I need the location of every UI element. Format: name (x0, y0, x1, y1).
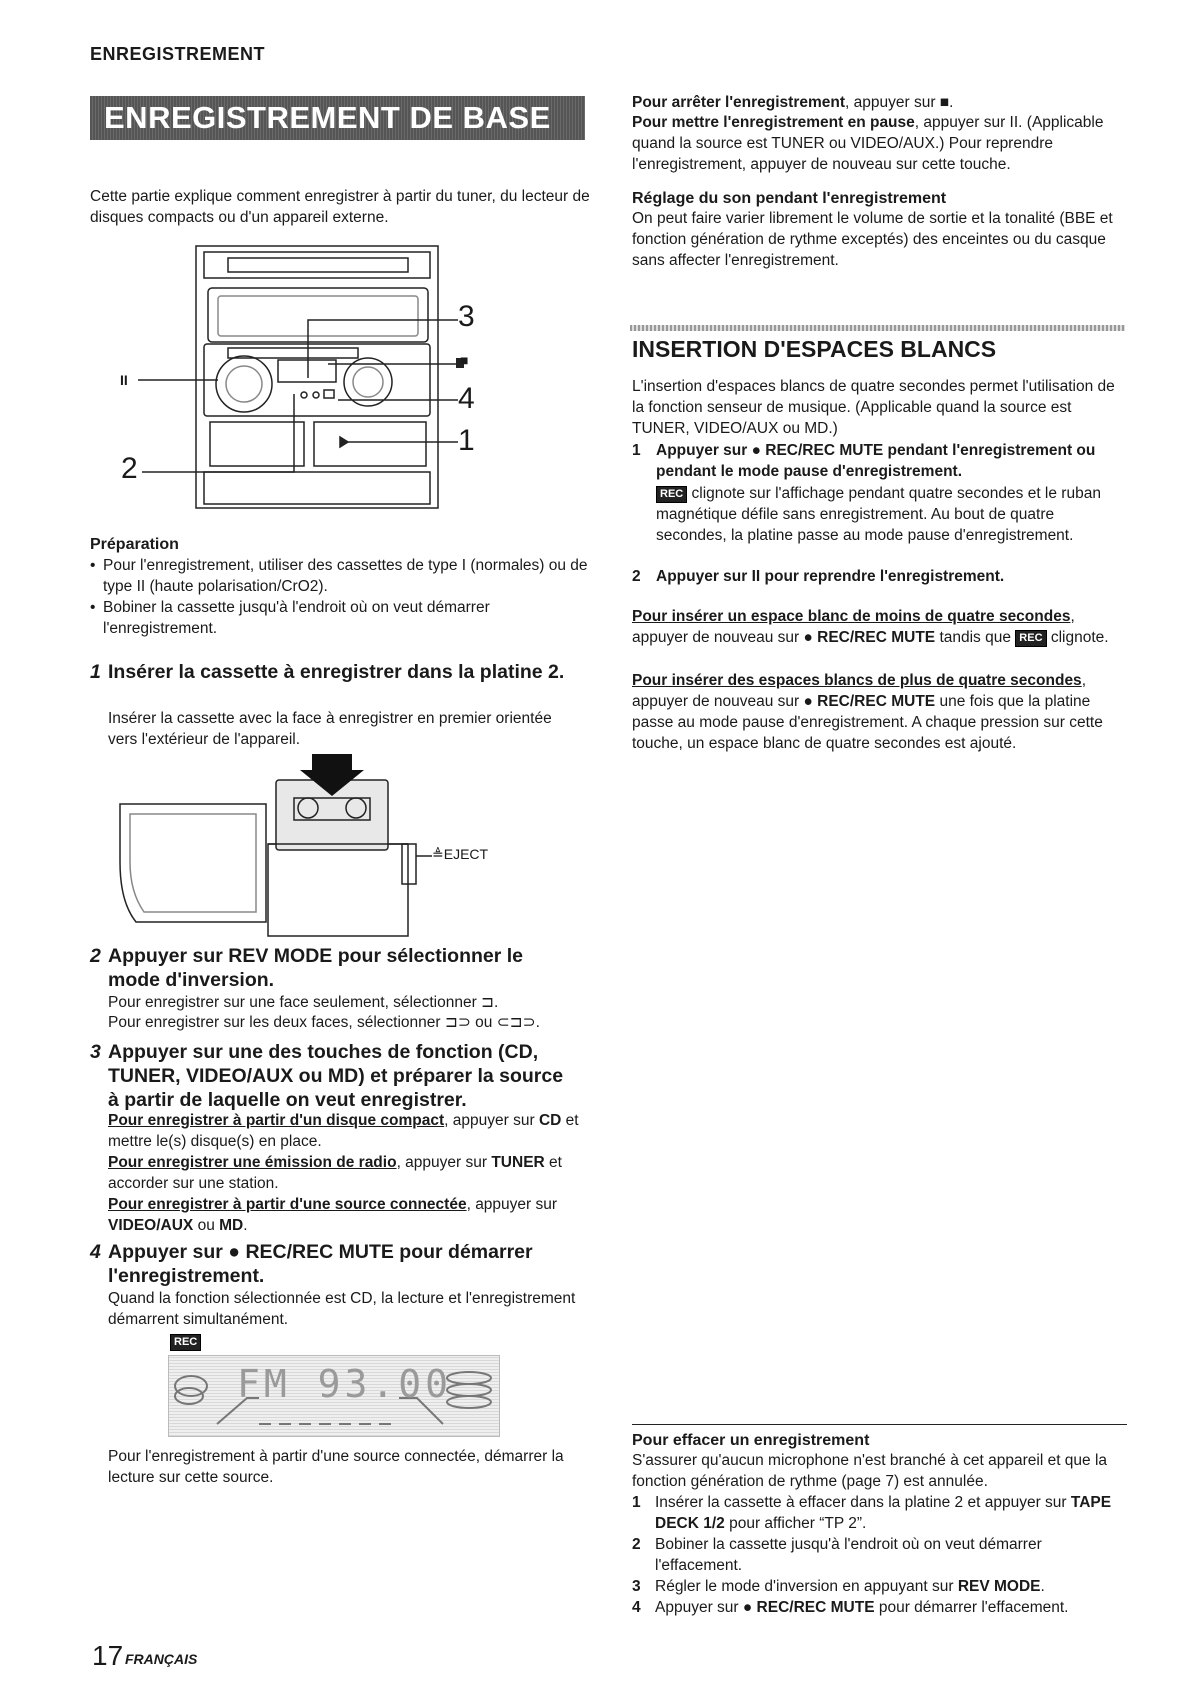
section-divider (632, 1424, 1127, 1425)
insertion-step-2-title: 2 Appuyer sur II pour reprendre l'enregistrement. (632, 568, 1005, 585)
erase-intro: S'assurer qu'aucun microphone n'est branché à cet appareil et que la fonction génération de rythme (page 7) est annulée. (632, 1452, 1108, 1490)
step-3-title: 3 Appuyer sur une des touches de fonction (CD, TUNER, VIDEO/AUX ou MD) et préparer la source à partir de laquelle on veut enregistrer. (90, 1041, 564, 1111)
stop-recording-text: Pour arrêter l'enregistrement, appuyer sur ■. (632, 94, 954, 111)
section-divider (630, 325, 1125, 331)
callout-2: 2 (121, 452, 138, 485)
rec-indicator: REC (170, 1334, 201, 1351)
list-item: 4 Appuyer sur ● REC/REC MUTE pour démarrer l'effacement. (632, 1599, 1069, 1616)
list-item: 1 Insérer la cassette à effacer dans la platine 2 et appuyer sur TAPE DECK 1/2 pour afficher “TP 2”. (632, 1494, 1112, 1532)
list-item: 2 Bobiner la cassette jusqu'à l'endroit où on veut démarrer l'effacement. (632, 1536, 1042, 1574)
list-item: • Pour l'enregistrement, utiliser des cassettes de type I (normales) ou de type II (haute polarisation/CrO2). (90, 555, 590, 597)
insert-less-than-four-text: Pour insérer un espace blanc de moins de quatre secondes, appuyer de nouveau sur ● REC/REC MUTE tandis que REC clignote. (632, 608, 1109, 646)
erase-steps (632, 1492, 1127, 1618)
step-number: 2 (90, 945, 101, 967)
connected-source-note: Pour l'enregistrement à partir d'une source connectée, démarrer la lecture sur cette source. (108, 1448, 564, 1486)
intro-text: Cette partie explique comment enregistrer à partir du tuner, du lecteur de disques compacts ou d'un appareil externe. (90, 188, 590, 226)
step-number: 1 (90, 661, 101, 683)
page-number: 17 (92, 1640, 124, 1671)
rec-indicator: REC (656, 486, 687, 503)
insertion-title: INSERTION D'ESPACES BLANCS (632, 336, 997, 362)
callout-1: 1 (458, 424, 475, 457)
step-4-title: 4 Appuyer sur ● REC/REC MUTE pour démarrer l'enregistrement. (90, 1241, 533, 1287)
display-panel (168, 1355, 500, 1437)
insertion-step-1-title: 1 Appuyer sur ● REC/REC MUTE pendant l'enregistrement ou pendant le mode pause d'enregistrement. (632, 442, 1096, 480)
preparation-title: Préparation (90, 536, 179, 553)
step-number: 3 (90, 1041, 101, 1063)
step-1-title: 1 Insérer la cassette à enregistrer dans la platine 2. (90, 661, 565, 683)
step-3-radio: Pour enregistrer une émission de radio, appuyer sur TUNER et accorder sur une station. (108, 1154, 562, 1192)
insertion-intro: L'insertion d'espaces blancs de quatre secondes permet l'utilisation de la fonction senseur de musique. (Applicable quand la source est TUNER, VIDEO/AUX ou MD.) (632, 378, 1115, 437)
unit-body (196, 246, 438, 508)
step-2-line-1: Pour enregistrer sur une face seulement, sélectionner ⊐. (108, 994, 499, 1011)
step-3-cd: Pour enregistrer à partir d'un disque compact, appuyer sur CD et mettre le(s) disque(s) en place. (108, 1112, 579, 1150)
section-label: ENREGISTREMENT (90, 44, 266, 64)
callout-pause: II (120, 372, 128, 388)
insert-more-than-four-text: Pour insérer des espaces blancs de plus de quatre secondes, appuyer de nouveau sur ● REC/REC MUTE une fois que la platine passe au mode pause d'enregistrement. A chaque pression sur cette touche, un espace blanc de quatre secondes est ajouté. (632, 672, 1103, 752)
page-title-banner: ENREGISTREMENT DE BASE (90, 96, 585, 140)
erase-title: Pour effacer un enregistrement (632, 1432, 870, 1449)
pause-recording-text: Pour mettre l'enregistrement en pause, appuyer sur II. (Applicable quand la source est TUNER ou VIDEO/AUX.) Pour reprendre l'enregistrement, appuyer de nouveau sur cette touche. (632, 114, 1104, 173)
step-number: 4 (90, 1241, 101, 1263)
sound-adjust-title: Réglage du son pendant l'enregistrement (632, 190, 947, 207)
step-3-external: Pour enregistrer à partir d'une source connectée, appuyer sur VIDEO/AUX ou MD. (108, 1196, 558, 1234)
step-1-text: Insérer la cassette avec la face à enregistrer en premier orientée vers l'extérieur de l'appareil. (108, 710, 552, 748)
step-2-title: 2 Appuyer sur REV MODE pour sélectionner le mode d'inversion. (90, 945, 524, 991)
eject-label: ≜EJECT (432, 846, 489, 862)
step-2-line-2: Pour enregistrer sur les deux faces, sélectionner ⊐⊃ ou ⊂⊐⊃. (108, 1014, 540, 1031)
list-item: • Bobiner la cassette jusqu'à l'endroit où on veut démarrer l'enregistrement. (90, 597, 590, 639)
list-item: 3 Régler le mode d'inversion en appuyant sur REV MODE. (632, 1578, 1045, 1595)
callout-3: 3 (458, 300, 475, 333)
language-label: FRANÇAIS (125, 1651, 198, 1667)
step-4-text: Quand la fonction sélectionnée est CD, la lecture et l'enregistrement démarrent simultanément. (108, 1290, 576, 1328)
sound-adjust-text: On peut faire varier librement le volume de sortie et la tonalité (BBE et fonction génération de rythme exceptés) des enceintes ou du casque sans affecter l'enregistrement. (632, 210, 1113, 269)
insertion-step-1-text: REC clignote sur l'affichage pendant quatre secondes et le ruban magnétique défile sans enregistrement. Au bout de quatre secondes, la platine passe au mode pause d'enregistrement. (656, 485, 1101, 544)
callout-stop: ■ (460, 352, 469, 368)
preparation-list (90, 555, 590, 639)
rec-indicator: REC (1015, 630, 1046, 647)
callout-4: 4 (458, 382, 475, 415)
display-readout: FM 93.00 (237, 1362, 453, 1406)
